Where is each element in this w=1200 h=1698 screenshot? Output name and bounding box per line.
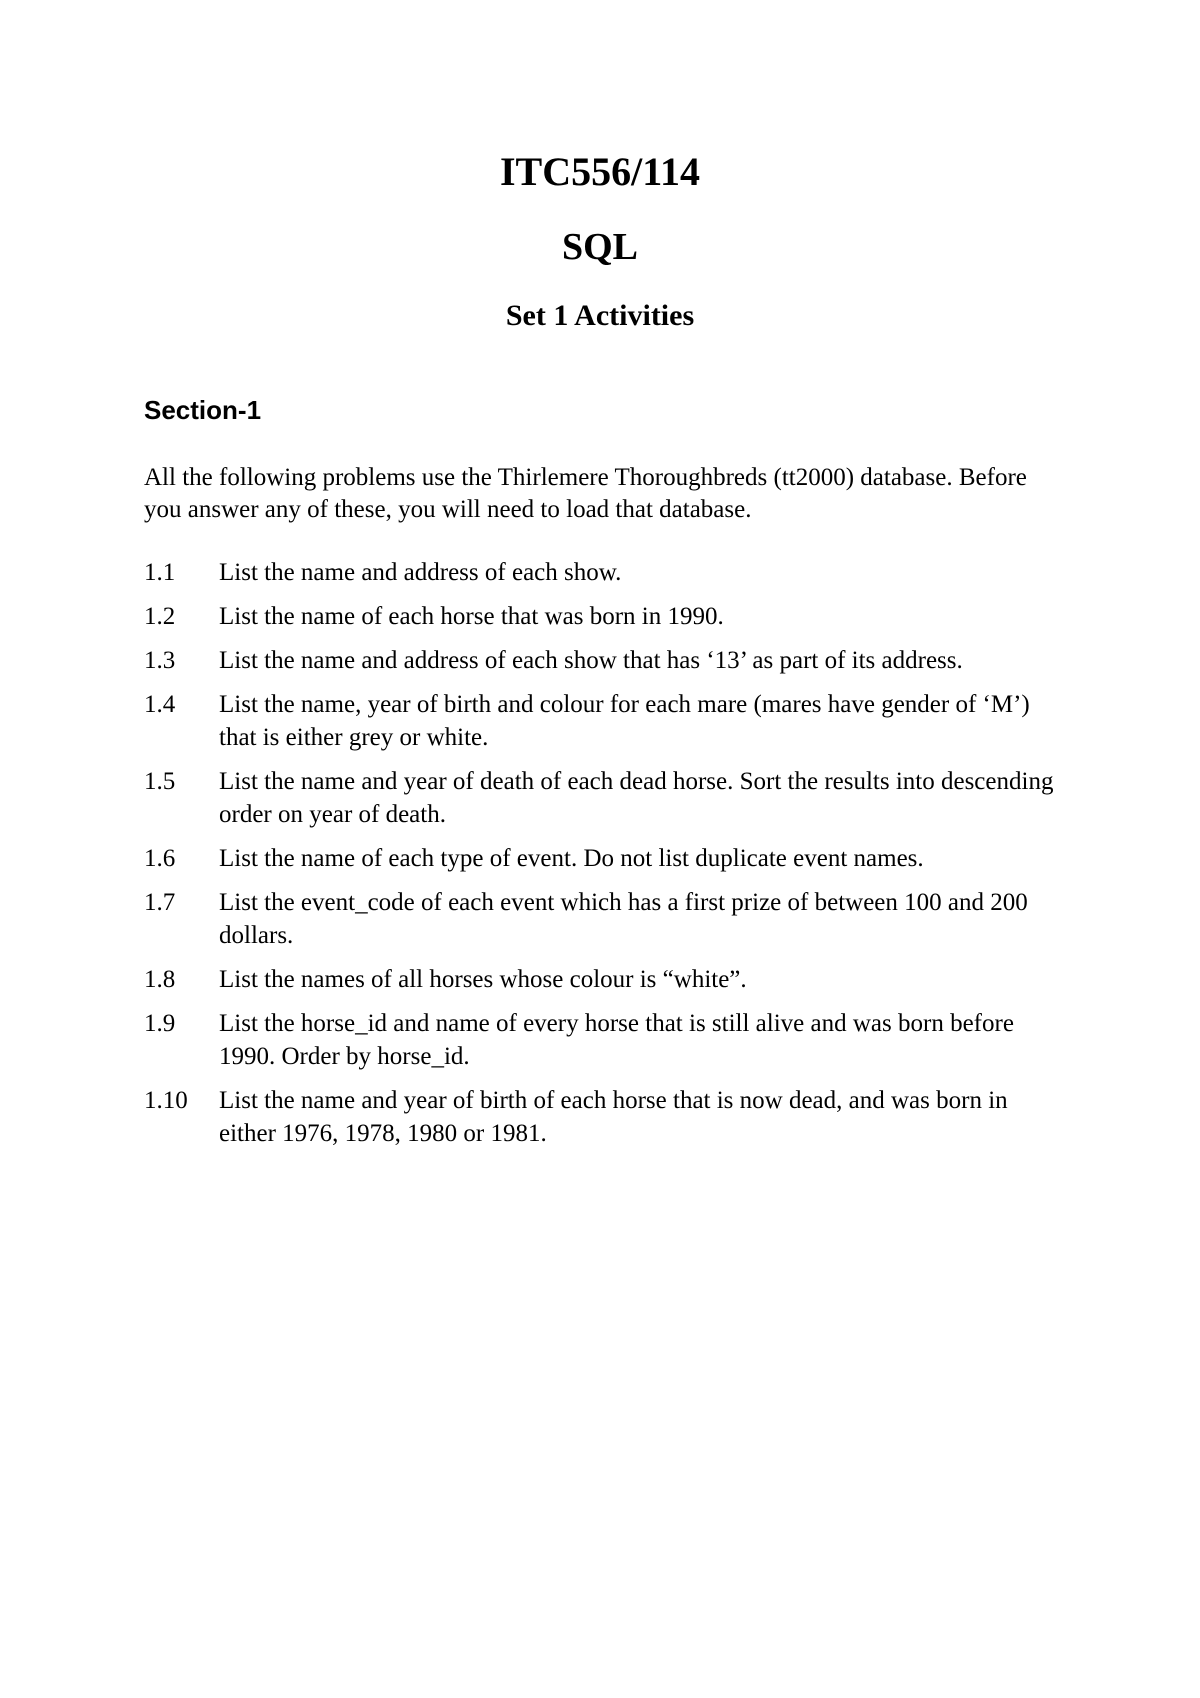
question-item (144, 765, 1064, 831)
question-text: List the name and year of birth of each horse that is now dead, and was born in either 1976, 1978, 1980 or 1981. (219, 1087, 1008, 1147)
question-number: 1.10 (144, 1087, 188, 1114)
question-text: List the names of all horses whose colour is “white”. (219, 966, 747, 993)
question-text: List the name, year of birth and colour for each mare (mares have gender of ‘M’) that is either grey or white. (219, 691, 1030, 751)
question-item (144, 1007, 1064, 1073)
section-heading: Section-1 (144, 395, 262, 425)
question-item (144, 886, 1064, 952)
question-number: 1.3 (144, 647, 176, 674)
question-list (144, 556, 1064, 1161)
question-number: 1.1 (144, 559, 176, 586)
question-number: 1.4 (144, 691, 176, 718)
question-text: List the name of each horse that was born in 1990. (219, 603, 724, 630)
question-text: List the horse_id and name of every horse that is still alive and was born before 1990. Order by horse_id. (219, 1010, 1014, 1070)
question-text: List the name and address of each show. (219, 559, 622, 586)
question-text: List the name and year of death of each dead horse. Sort the results into descending order on year of death. (219, 768, 1054, 828)
question-number: 1.8 (144, 966, 176, 993)
subject-title: SQL (561, 226, 639, 268)
question-number: 1.2 (144, 603, 176, 630)
question-item (144, 600, 1064, 633)
question-number: 1.6 (144, 845, 176, 872)
intro-paragraph: All the following problems use the Thirlemere Thoroughbreds (tt2000) database. Before you answer any of these, you will need to load that database. (144, 464, 1027, 523)
question-number: 1.9 (144, 1010, 176, 1037)
question-text: List the name and address of each show that has ‘13’ as part of its address. (219, 647, 963, 674)
question-text: List the name of each type of event. Do not list duplicate event names. (219, 845, 924, 872)
question-item (144, 688, 1064, 754)
question-item (144, 556, 1064, 589)
question-item (144, 963, 1064, 996)
question-text: List the event_code of each event which has a first prize of between 100 and 200 dollars. (219, 889, 1028, 949)
question-item (144, 842, 1064, 875)
course-code-title: ITC556/114 (499, 149, 701, 194)
question-number: 1.5 (144, 768, 176, 795)
question-number: 1.7 (144, 889, 176, 916)
question-item (144, 644, 1064, 677)
question-item (144, 1084, 1064, 1150)
set-title: Set 1 Activities (505, 299, 695, 332)
